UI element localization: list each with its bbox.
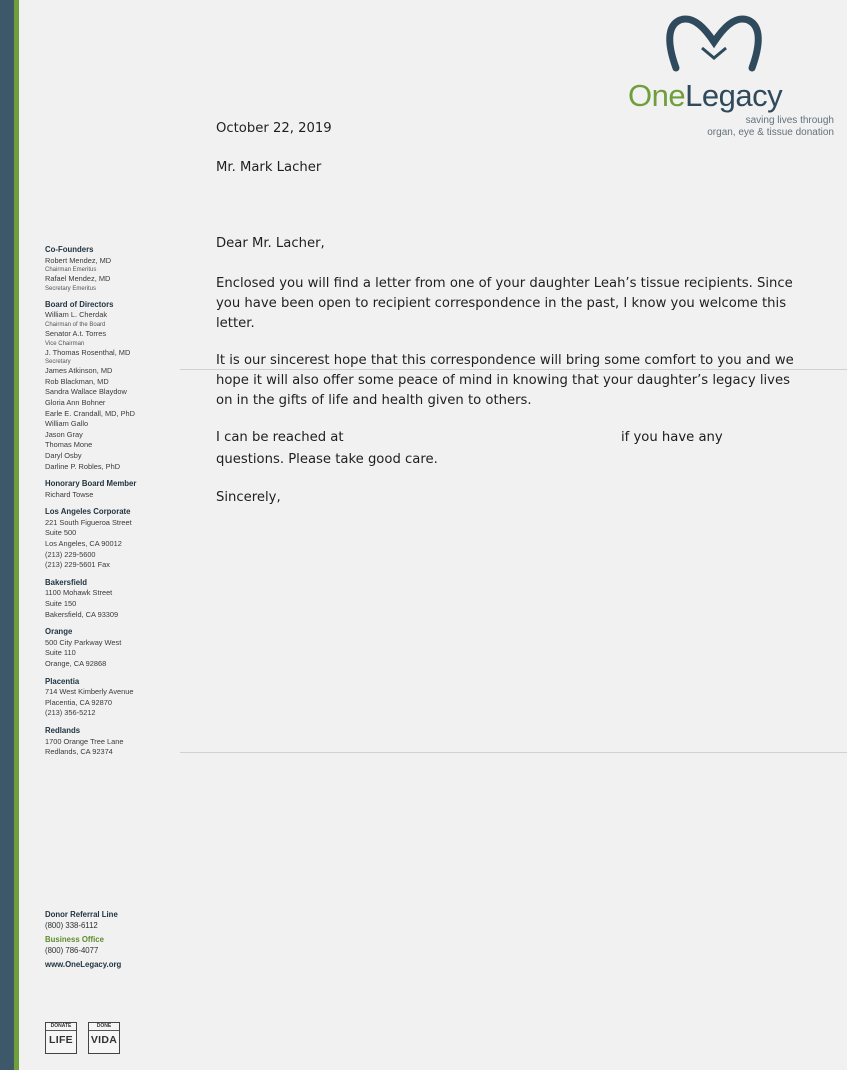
section-heading: Board of Directors bbox=[45, 299, 114, 309]
office-heading: Los Angeles Corporate bbox=[45, 507, 131, 517]
letter-paragraph-3-start: I can be reached at bbox=[216, 430, 344, 445]
office-line: Bakersfield, CA 93309 bbox=[45, 609, 119, 619]
letterhead-sidebar bbox=[45, 245, 165, 765]
website-link[interactable]: www.OneLegacy.org bbox=[45, 960, 122, 970]
office-line: Los Angeles, CA 90012 bbox=[45, 539, 122, 549]
section-heading: Co-Founders bbox=[45, 245, 94, 254]
butterfly-logo-icon bbox=[662, 12, 766, 78]
person-name: Senator A.t. Torres bbox=[45, 328, 107, 338]
person-name: Richard Towse bbox=[45, 489, 94, 499]
letter-recipient: Mr. Mark Lacher bbox=[216, 160, 322, 175]
person-name: William L. Cherdak bbox=[45, 310, 108, 320]
honorary-section bbox=[45, 479, 165, 500]
office-heading: Redlands bbox=[45, 725, 81, 735]
person-title: Secretary bbox=[45, 359, 71, 366]
office-heading: Bakersfield bbox=[45, 577, 88, 587]
letter-date: October 22, 2019 bbox=[216, 121, 332, 136]
office-line: (213) 229-5601 Fax bbox=[45, 560, 110, 570]
cofounders-section bbox=[45, 245, 165, 293]
business-office-phone: (800) 786-4077 bbox=[45, 945, 99, 955]
office-line: 500 City Parkway West bbox=[45, 637, 122, 647]
person-title: Secretary Emeritus bbox=[45, 285, 97, 292]
person-name: Darline P. Robles, PhD bbox=[45, 461, 121, 471]
office-line: Suite 500 bbox=[45, 528, 77, 538]
business-office-heading: Business Office bbox=[45, 935, 104, 945]
person-name: James Atkinson, MD bbox=[45, 366, 113, 376]
office-line: 1700 Orange Tree Lane bbox=[45, 736, 124, 746]
office-heading: Orange bbox=[45, 627, 73, 637]
logo-tagline bbox=[694, 115, 834, 139]
done-vida-badge bbox=[88, 1022, 120, 1054]
person-name: Earle E. Crandall, MD, PhD bbox=[45, 408, 135, 418]
onelegacy-logo bbox=[620, 10, 835, 150]
person-name: Rob Blackman, MD bbox=[45, 376, 109, 386]
badge-small-text: DONATE bbox=[46, 1023, 76, 1031]
contact-block bbox=[45, 906, 165, 971]
badge-big-text: LIFE bbox=[49, 1034, 73, 1046]
office-line: 1100 Mohawk Street bbox=[45, 588, 113, 598]
person-name: Rafael Mendez, MD bbox=[45, 274, 111, 284]
office-heading: Placentia bbox=[45, 676, 80, 686]
letter-paragraph-1: Enclosed you will find a letter from one of your daughter Leah’s tissue recipients. Since you have been open to recipient correspondence in the past, I know you welcome this letter. bbox=[216, 276, 793, 331]
office-orange bbox=[45, 627, 165, 669]
donor-line-phone: (800) 338-6112 bbox=[45, 920, 98, 930]
office-line: Suite 110 bbox=[45, 648, 76, 658]
letter-salutation: Dear Mr. Lacher, bbox=[216, 236, 325, 251]
letter-closing: Sincerely, bbox=[216, 490, 281, 505]
left-border-green bbox=[14, 0, 19, 1070]
badge-big-text: VIDA bbox=[90, 1034, 118, 1046]
office-bakersfield bbox=[45, 578, 165, 620]
letter-paragraph-2: It is our sincerest hope that this correspondence will bring some comfort to you and we hope it will also offer some peace of mind in knowing that your daughter’s legacy lives on in the gifts of life and health given to others. bbox=[216, 353, 794, 408]
logo-word-one: One bbox=[628, 78, 686, 113]
person-name: Sandra Wallace Blaydow bbox=[45, 387, 127, 397]
board-section bbox=[45, 300, 165, 472]
office-redlands bbox=[45, 726, 165, 758]
person-name: William Gallo bbox=[45, 419, 89, 429]
office-placentia bbox=[45, 677, 165, 719]
tagline-line-1: saving lives through bbox=[745, 115, 834, 126]
person-title: Chairman of the Board bbox=[45, 321, 106, 328]
logo-word-legacy: Legacy bbox=[685, 78, 783, 113]
person-name: Thomas Mone bbox=[45, 440, 93, 450]
office-la bbox=[45, 507, 165, 571]
person-name: Jason Gray bbox=[45, 429, 83, 439]
office-line: Redlands, CA 92374 bbox=[45, 747, 113, 757]
office-line: Placentia, CA 92870 bbox=[45, 697, 112, 707]
office-line: Suite 150 bbox=[45, 599, 77, 609]
person-name: Daryl Osby bbox=[45, 450, 82, 460]
section-heading: Honorary Board Member bbox=[45, 479, 137, 489]
office-line: Orange, CA 92868 bbox=[45, 659, 107, 668]
left-border-blue bbox=[0, 0, 14, 1070]
logo-wordmark bbox=[628, 78, 782, 114]
scan-fold-line bbox=[180, 752, 847, 753]
person-title: Chairman Emeritus bbox=[45, 267, 97, 274]
office-line: (213) 229-5600 bbox=[45, 549, 96, 559]
letter-paragraph-3-line2: questions. Please take good care. bbox=[216, 452, 438, 467]
office-line: 714 West Kimberly Avenue bbox=[45, 687, 134, 697]
donate-life-badge bbox=[45, 1022, 77, 1054]
person-name: J. Thomas Rosenthal, MD bbox=[45, 347, 131, 357]
donor-line-heading: Donor Referral Line bbox=[45, 910, 118, 919]
person-name: Gloria Ann Bohner bbox=[45, 397, 106, 407]
person-name: Robert Mendez, MD bbox=[45, 255, 112, 265]
person-title: Vice Chairman bbox=[45, 340, 85, 347]
office-line: 221 South Figueroa Street bbox=[45, 517, 132, 527]
letter-paragraph-3-end: if you have any bbox=[621, 430, 723, 445]
tagline-line-2: organ, eye & tissue donation bbox=[707, 127, 834, 138]
badge-small-text: DONE bbox=[89, 1023, 119, 1031]
office-line: (213) 356-5212 bbox=[45, 708, 96, 718]
